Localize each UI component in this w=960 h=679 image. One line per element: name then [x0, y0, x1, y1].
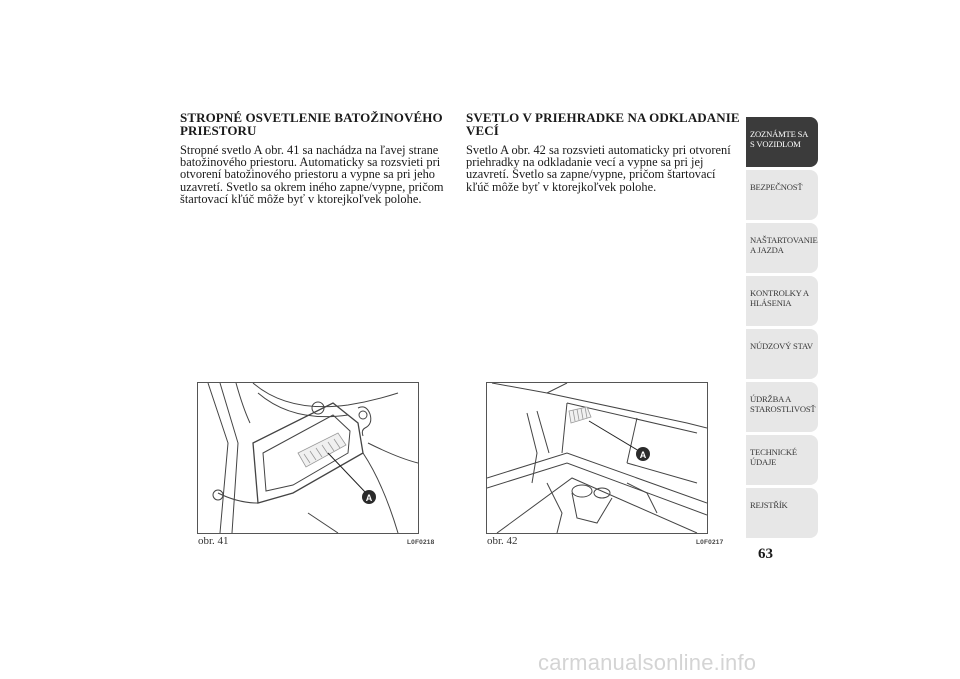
section-heading-trunk-light: STROPNÉ OSVETLENIE BATOŽINOVÉHO PRIESTORU: [180, 110, 443, 138]
tab-zoznamte-sa[interactable]: [746, 117, 818, 167]
chapter-tabs: [746, 117, 818, 541]
section-body-glovebox-light: Svetlo A obr. 42 sa rozsvieti automaticky pri otvorení priehradky na odkladanie vecí a vypne sa pri jej uzavretí. Svetlo sa zapne/vypne, pričom štartovací kľúč môže byť v ktorejkoľvek polohe.: [466, 143, 731, 194]
tab-rejstrik[interactable]: [746, 488, 818, 538]
tab-label: NAŠTARTOVANIE A JAZDA: [750, 235, 818, 255]
marker-a-label: A: [365, 493, 373, 503]
trunk-light-illustration: [198, 383, 418, 533]
tab-label: NÚDZOVÝ STAV: [750, 341, 813, 351]
figure-42-code: L0F0217: [696, 539, 724, 546]
figure-41-code: L0F0218: [407, 539, 435, 546]
tab-label: REJSTŘÍK: [750, 500, 788, 510]
marker-a-label: A: [639, 450, 647, 460]
tab-label: KONTROLKY A HLÁSENIA: [750, 288, 809, 308]
glovebox-light-illustration: [487, 383, 707, 533]
right-section: [466, 112, 741, 193]
figure-42-glovebox-light: [486, 382, 708, 534]
tab-label: BEZPEČNOSŤ: [750, 182, 803, 192]
page-number: 63: [758, 546, 773, 562]
tab-technicke-udaje[interactable]: [746, 435, 818, 485]
figure-41-caption: obr. 41: [198, 535, 229, 547]
tab-nudzovy-stav[interactable]: [746, 329, 818, 379]
left-section: [180, 112, 448, 205]
tab-label: ZOZNÁMTE SA S VOZIDLOM: [750, 129, 808, 149]
watermark: carmanualsonline.info: [538, 650, 757, 675]
figure-41-trunk-light: [197, 382, 419, 534]
section-heading-glovebox-light: SVETLO V PRIEHRADKE NA ODKLADANIE VECÍ: [466, 110, 740, 138]
tab-udrzba[interactable]: [746, 382, 818, 432]
section-body-trunk-light: Stropné svetlo A obr. 41 sa nachádza na ľavej strane batožinového priestoru. Automaticky sa rozsvieti pri otvorení batožinového priestoru a vypne sa pri jeho uzavretí. Svetlo sa okrem iného zapne/vypne, pričom štartovací kľúč môže byť v ktorejkoľvek polohe.: [180, 143, 444, 206]
tab-bezpecnost[interactable]: [746, 170, 818, 220]
figure-42-caption: obr. 42: [487, 535, 518, 547]
tab-kontrolky[interactable]: [746, 276, 818, 326]
tab-label: ÚDRŽBA A STAROSTLIVOSŤ: [750, 394, 816, 414]
tab-nastartovanie[interactable]: [746, 223, 818, 273]
tab-label: TECHNICKÉ ÚDAJE: [750, 447, 797, 467]
